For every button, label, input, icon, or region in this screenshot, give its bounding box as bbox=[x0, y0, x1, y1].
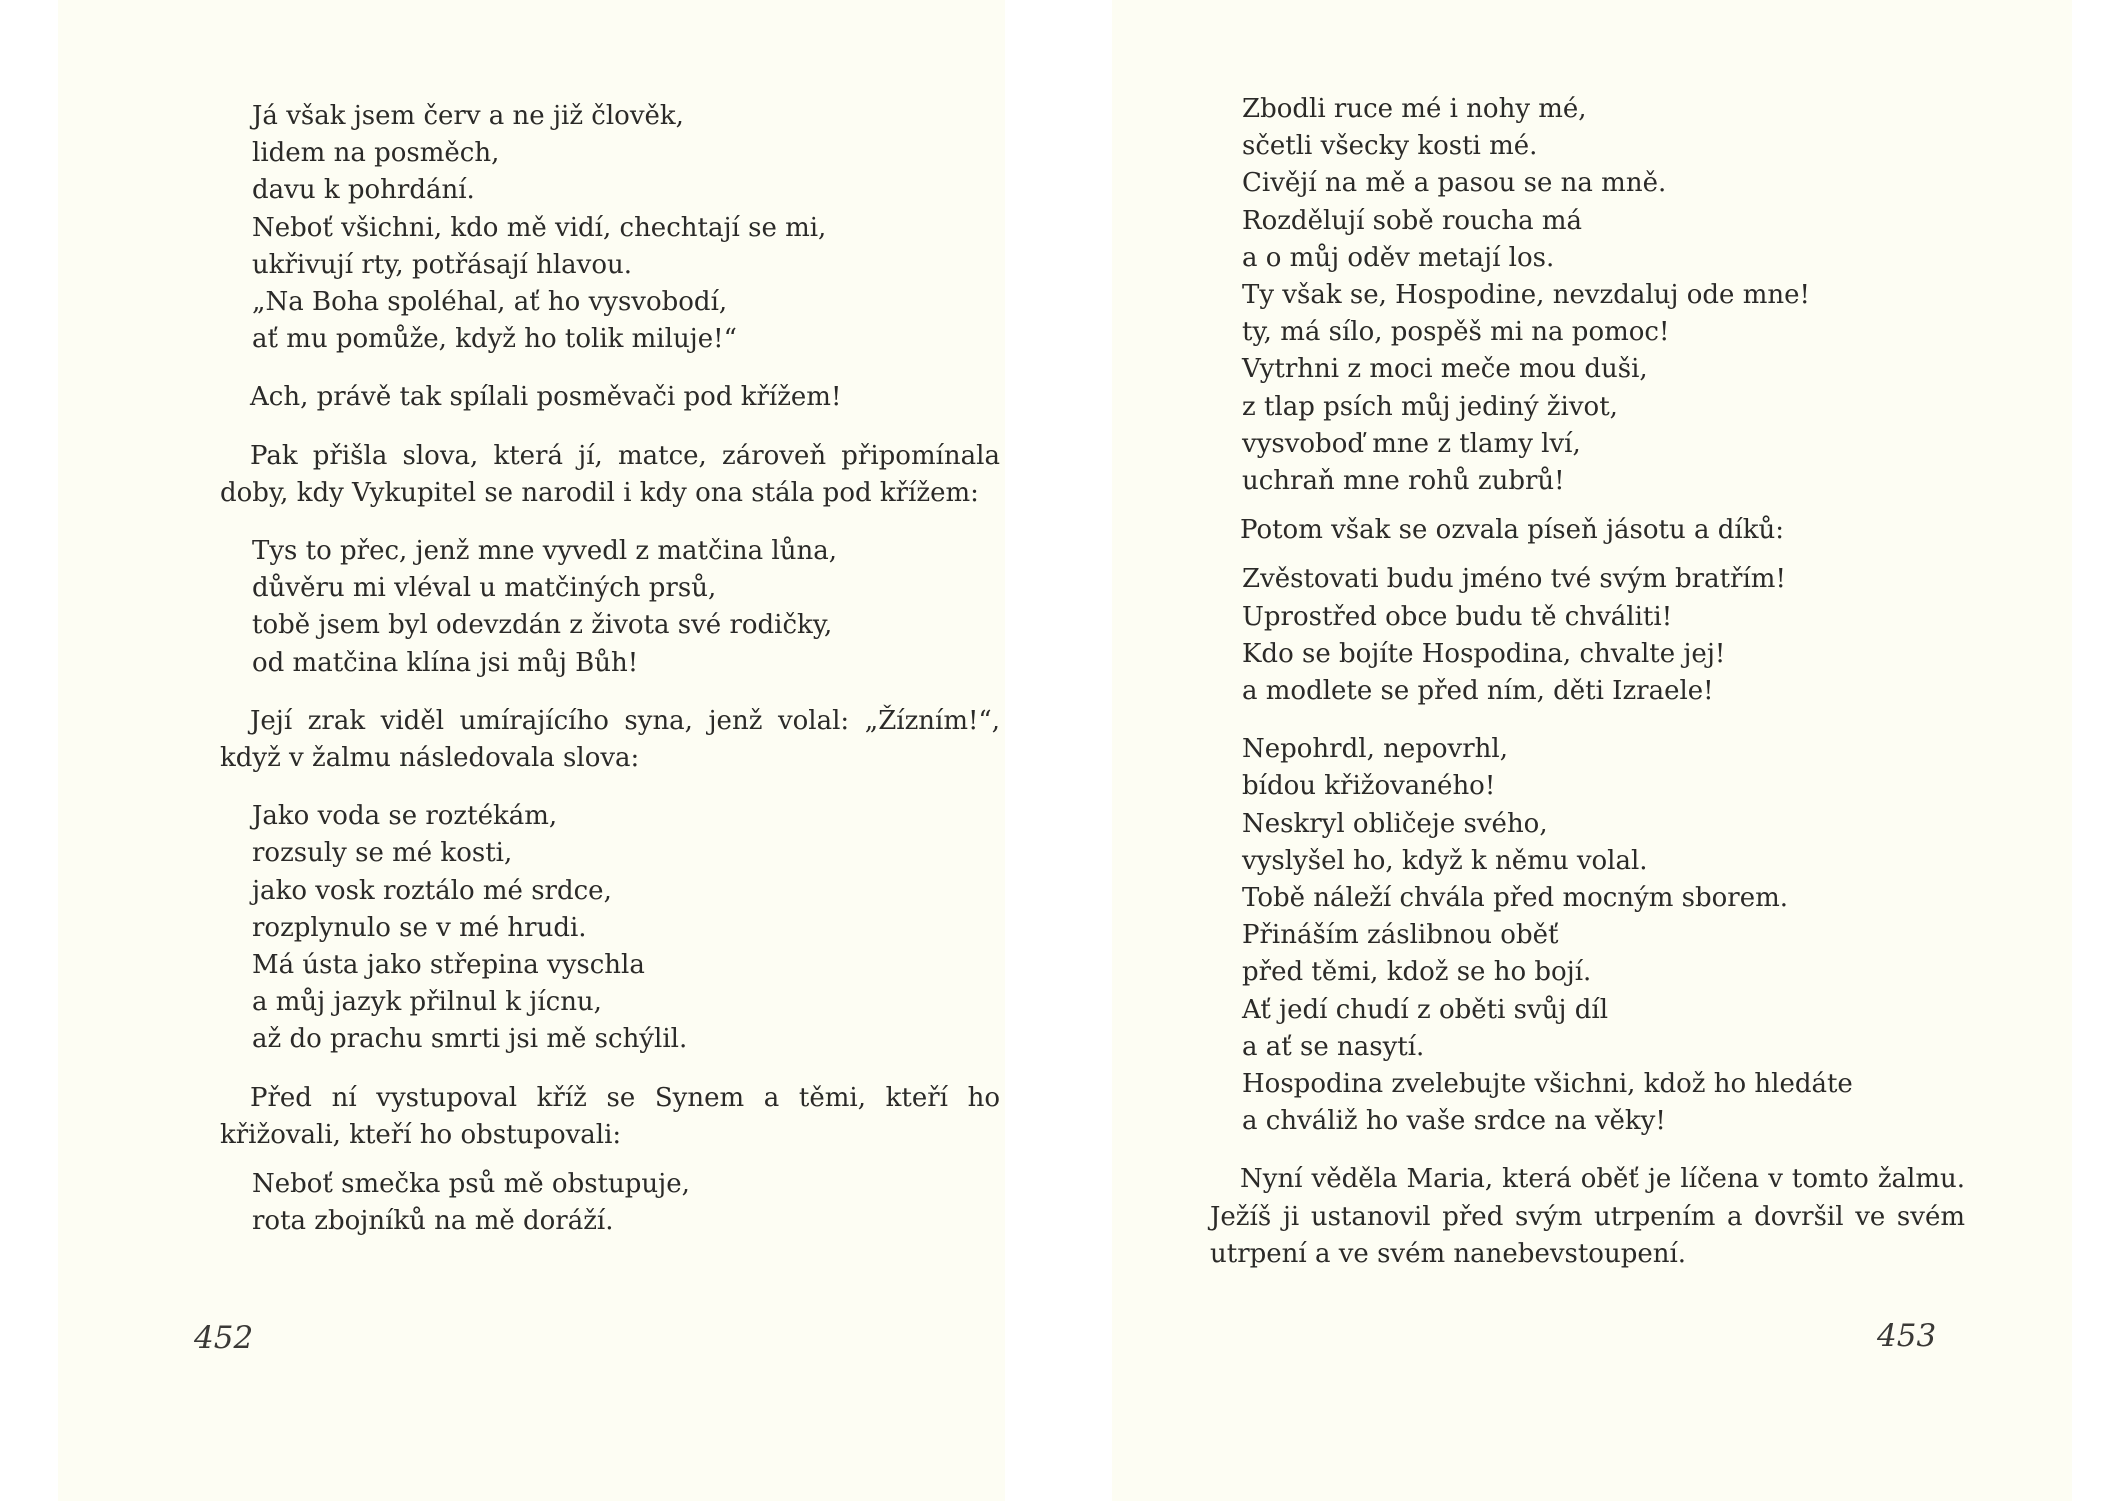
prose-paragraph: Nyní věděla Maria, která oběť je líčena v tomto žalmu. Ježíš ji ustanovil před svým utrpením a dovršil ve svém utrpení a ve svém nanebevstoupení. bbox=[1210, 1164, 1965, 1269]
verse-line: Nepohrdl, nepovrhl, bbox=[1242, 734, 1508, 765]
verse-line: Neboť smečka psů mě obstupuje, bbox=[252, 1169, 690, 1200]
verse-line: Zbodli ruce mé i nohy mé, bbox=[1242, 94, 1587, 124]
right-page bbox=[1112, 0, 2072, 1501]
prose-paragraph: Pak přišla slova, která jí, matce, zároveň připomínala doby, kdy Vykupitel se narodil i kdy ona stála pod křížem: bbox=[220, 440, 1000, 508]
verse-line: a modlete se před ním, děti Izraele! bbox=[1242, 676, 1714, 707]
verse-line: ty, má sílo, pospěš mi na pomoc! bbox=[1242, 317, 1670, 348]
verse-line: rota zbojníků na mě doráží. bbox=[252, 1206, 614, 1237]
verse-line: vysvoboď mne z tlamy lví, bbox=[1242, 428, 1581, 459]
verse-line: Zvěstovati budu jméno tvé svým bratřím! bbox=[1242, 564, 1786, 595]
verse-line: Neskryl obličeje svého, bbox=[1242, 808, 1548, 839]
verse-line: sčetli všecky kosti mé. bbox=[1242, 131, 1538, 162]
verse-line: důvěru mi vléval u matčiných prsů, bbox=[252, 573, 717, 604]
verse-line: vyslyšel ho, když k němu volal. bbox=[1242, 845, 1648, 876]
left-page bbox=[58, 0, 1005, 1501]
prose-paragraph: Její zrak viděl umírajícího syna, jenž volal: „Žízním!“, když v žalmu následovala slova: bbox=[220, 705, 1000, 774]
verse-line: Jako voda se roztékám, bbox=[252, 801, 558, 832]
verse-line: od matčina klína jsi můj Bůh! bbox=[252, 647, 639, 678]
page-number: 452 bbox=[194, 1320, 254, 1356]
verse-line: a můj jazyk přilnul k jícnu, bbox=[252, 987, 602, 1018]
verse-line: Já však jsem červ a ne již člověk, bbox=[252, 101, 684, 131]
verse-block bbox=[220, 533, 1000, 682]
verse-line: lidem na posměch, bbox=[252, 138, 500, 169]
verse-line: rozsuly se mé kosti, bbox=[252, 838, 513, 869]
verse-block bbox=[1210, 91, 1965, 500]
verse-line: ať mu pomůže, když ho tolik miluje!“ bbox=[252, 324, 737, 355]
verse-line: Má ústa jako střepina vyschla bbox=[252, 950, 645, 981]
verse-line: Neboť všichni, kdo mě vidí, chechtají se mi, bbox=[252, 212, 827, 243]
verse-block bbox=[220, 98, 1000, 358]
verse-block bbox=[220, 798, 1000, 1058]
verse-line: rozplynulo se v mé hrudi. bbox=[252, 912, 587, 943]
verse-line: davu k pohrdání. bbox=[252, 175, 475, 206]
verse-line: tobě jsem byl odevzdán z života své rodičky, bbox=[252, 610, 833, 641]
verse-line: Kdo se bojíte Hospodina, chvalte jej! bbox=[1242, 638, 1726, 669]
prose-paragraph: Před ní vystupoval kříž se Synem a těmi, kteří ho křižovali, kteří ho obstupovali: bbox=[220, 1082, 1000, 1150]
verse-line: a ať se nasytí. bbox=[1242, 1031, 1425, 1062]
verse-line: Hospodina zvelebujte všichni, kdož ho hledáte bbox=[1242, 1069, 1853, 1100]
verse-line: Tys to přec, jenž mne vyvedl z matčina lůna, bbox=[252, 536, 837, 567]
verse-block bbox=[1210, 731, 1965, 1140]
verse-line: uchraň mne rohů zubrů! bbox=[1242, 466, 1565, 497]
right-page-text bbox=[1210, 91, 1965, 1273]
verse-block bbox=[220, 1166, 1000, 1240]
verse-line: před těmi, kdož se ho bojí. bbox=[1242, 957, 1592, 988]
verse-line: Civějí na mě a pasou se na mně. bbox=[1242, 168, 1667, 199]
verse-line: až do prachu smrti jsi mě schýlil. bbox=[252, 1024, 688, 1055]
verse-line: Ty však se, Hospodine, nevzdaluj ode mne! bbox=[1242, 280, 1810, 311]
verse-line: a o můj oděv metají los. bbox=[1242, 242, 1555, 273]
verse-line: z tlap psích můj jediný život, bbox=[1242, 391, 1618, 422]
verse-line: Ať jedí chudí z oběti svůj díl bbox=[1242, 994, 1609, 1025]
verse-line: „Na Boha spoléhal, ať ho vysvobodí, bbox=[252, 287, 728, 318]
verse-line: Vytrhni z moci meče mou duši, bbox=[1242, 354, 1648, 385]
verse-line: Uprostřed obce budu tě chváliti! bbox=[1242, 601, 1673, 632]
verse-line: a chváliž ho vaše srdce na věky! bbox=[1242, 1106, 1666, 1137]
prose-paragraph: Ach, právě tak spílali posměvači pod křížem! bbox=[250, 382, 842, 413]
verse-line: bídou křižovaného! bbox=[1242, 771, 1496, 802]
verse-line: Rozdělují sobě roucha má bbox=[1242, 205, 1583, 236]
verse-line: Přináším záslibnou oběť bbox=[1242, 920, 1559, 951]
verse-line: ukřivují rty, potřásají hlavou. bbox=[252, 249, 633, 280]
prose-paragraph: Potom však se ozvala píseň jásotu a díků: bbox=[1240, 515, 1784, 546]
left-page-text bbox=[220, 98, 1000, 1240]
verse-line: jako vosk roztálo mé srdce, bbox=[252, 875, 612, 906]
page-number: 453 bbox=[1877, 1318, 1937, 1354]
verse-block bbox=[1210, 561, 1965, 710]
verse-line: Tobě náleží chvála před mocným sborem. bbox=[1242, 883, 1789, 914]
